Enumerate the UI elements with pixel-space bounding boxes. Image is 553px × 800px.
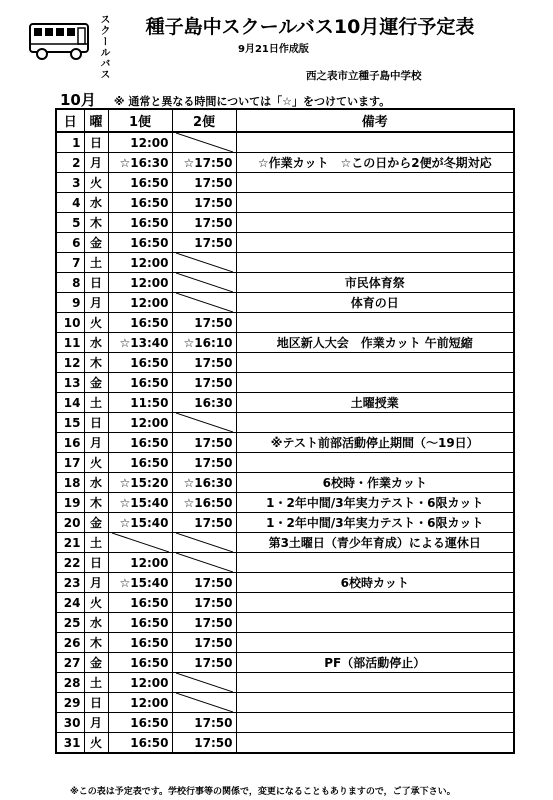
cell-weekday: 木 bbox=[84, 633, 108, 653]
cell-note bbox=[236, 633, 514, 653]
table-row bbox=[56, 353, 514, 373]
cell-day: 2 bbox=[56, 153, 84, 173]
cell-second-bus bbox=[172, 673, 236, 693]
table-row bbox=[56, 553, 514, 573]
table-row bbox=[56, 173, 514, 193]
cell-first-bus: 16:50 bbox=[108, 173, 172, 193]
cell-note: 6校時カット bbox=[236, 573, 514, 593]
cell-first-bus: 12:00 bbox=[108, 253, 172, 273]
cell-first-bus: 16:50 bbox=[108, 313, 172, 333]
cell-weekday: 水 bbox=[84, 193, 108, 213]
cell-first-bus: ☆16:30 bbox=[108, 153, 172, 173]
no-service-slash bbox=[176, 293, 233, 312]
no-service-slash bbox=[176, 533, 233, 552]
cell-note bbox=[236, 233, 514, 253]
table-row bbox=[56, 693, 514, 713]
cell-second-bus: ☆16:50 bbox=[172, 493, 236, 513]
cell-first-bus: 16:50 bbox=[108, 453, 172, 473]
table-row bbox=[56, 433, 514, 453]
cell-weekday: 日 bbox=[84, 693, 108, 713]
cell-weekday: 木 bbox=[84, 353, 108, 373]
cell-second-bus bbox=[172, 533, 236, 553]
cell-second-bus: 17:50 bbox=[172, 233, 236, 253]
school-bus-icon bbox=[28, 18, 92, 62]
cell-weekday: 日 bbox=[84, 553, 108, 573]
cell-weekday: 水 bbox=[84, 473, 108, 493]
cell-weekday: 金 bbox=[84, 373, 108, 393]
cell-first-bus bbox=[108, 533, 172, 553]
cell-note bbox=[236, 713, 514, 733]
cell-day: 22 bbox=[56, 553, 84, 573]
cell-note bbox=[236, 453, 514, 473]
cell-weekday: 月 bbox=[84, 293, 108, 313]
cell-day: 30 bbox=[56, 713, 84, 733]
cell-first-bus: 16:50 bbox=[108, 213, 172, 233]
cell-first-bus: 12:00 bbox=[108, 673, 172, 693]
cell-day: 1 bbox=[56, 132, 84, 153]
cell-weekday: 土 bbox=[84, 393, 108, 413]
cell-weekday: 土 bbox=[84, 673, 108, 693]
cell-note bbox=[236, 373, 514, 393]
table-row bbox=[56, 313, 514, 333]
cell-day: 23 bbox=[56, 573, 84, 593]
cell-first-bus: 12:00 bbox=[108, 553, 172, 573]
table-row bbox=[56, 613, 514, 633]
cell-weekday: 月 bbox=[84, 713, 108, 733]
cell-note bbox=[236, 253, 514, 273]
cell-day: 17 bbox=[56, 453, 84, 473]
cell-weekday: 水 bbox=[84, 613, 108, 633]
cell-first-bus: ☆15:20 bbox=[108, 473, 172, 493]
cell-day: 16 bbox=[56, 433, 84, 453]
cell-second-bus: 17:50 bbox=[172, 373, 236, 393]
cell-note: ☆作業カット ☆この日から2便が冬期対応 bbox=[236, 153, 514, 173]
table-row bbox=[56, 333, 514, 353]
cell-note bbox=[236, 173, 514, 193]
cell-second-bus bbox=[172, 132, 236, 153]
cell-first-bus: 12:00 bbox=[108, 132, 172, 153]
table-header-row bbox=[56, 109, 514, 132]
table-row bbox=[56, 273, 514, 293]
cell-day: 13 bbox=[56, 373, 84, 393]
cell-first-bus: 11:50 bbox=[108, 393, 172, 413]
cell-second-bus: 17:50 bbox=[172, 613, 236, 633]
cell-day: 15 bbox=[56, 413, 84, 433]
cell-second-bus bbox=[172, 413, 236, 433]
cell-day: 25 bbox=[56, 613, 84, 633]
table-row bbox=[56, 593, 514, 613]
no-service-slash bbox=[112, 533, 169, 552]
no-service-slash bbox=[176, 273, 233, 292]
cell-note bbox=[236, 313, 514, 333]
cell-second-bus: 17:50 bbox=[172, 653, 236, 673]
cell-first-bus: 12:00 bbox=[108, 413, 172, 433]
table-row bbox=[56, 233, 514, 253]
cell-second-bus: 17:50 bbox=[172, 633, 236, 653]
cell-day: 14 bbox=[56, 393, 84, 413]
cell-day: 3 bbox=[56, 173, 84, 193]
cell-weekday: 金 bbox=[84, 513, 108, 533]
table-row bbox=[56, 713, 514, 733]
cell-weekday: 火 bbox=[84, 453, 108, 473]
table-row bbox=[56, 253, 514, 273]
cell-second-bus: 17:50 bbox=[172, 193, 236, 213]
cell-weekday: 水 bbox=[84, 333, 108, 353]
cell-second-bus: 17:50 bbox=[172, 433, 236, 453]
cell-note: ※テスト前部活動停止期間（～19日） bbox=[236, 433, 514, 453]
cell-day: 19 bbox=[56, 493, 84, 513]
cell-first-bus: 12:00 bbox=[108, 693, 172, 713]
cell-second-bus: 17:50 bbox=[172, 573, 236, 593]
cell-note bbox=[236, 733, 514, 754]
cell-first-bus: 12:00 bbox=[108, 273, 172, 293]
cell-note: PF（部活動停止） bbox=[236, 653, 514, 673]
cell-note: 1・2年中間/3年実力テスト・6限カット bbox=[236, 513, 514, 533]
month-line bbox=[60, 89, 390, 110]
cell-note bbox=[236, 193, 514, 213]
cell-second-bus: ☆16:30 bbox=[172, 473, 236, 493]
cell-weekday: 日 bbox=[84, 273, 108, 293]
bus-label: スクールバス bbox=[98, 14, 109, 80]
table-row bbox=[56, 193, 514, 213]
header-first: 1便 bbox=[108, 109, 172, 132]
cell-weekday: 月 bbox=[84, 573, 108, 593]
cell-note: 第3土曜日（青少年育成）による運休日 bbox=[236, 533, 514, 553]
cell-first-bus: ☆15:40 bbox=[108, 513, 172, 533]
cell-note bbox=[236, 693, 514, 713]
table-row bbox=[56, 493, 514, 513]
cell-note bbox=[236, 132, 514, 153]
cell-first-bus: ☆15:40 bbox=[108, 573, 172, 593]
cell-day: 11 bbox=[56, 333, 84, 353]
cell-weekday: 土 bbox=[84, 253, 108, 273]
cell-note bbox=[236, 353, 514, 373]
cell-note bbox=[236, 413, 514, 433]
table-row bbox=[56, 573, 514, 593]
table-row bbox=[56, 373, 514, 393]
cell-weekday: 木 bbox=[84, 493, 108, 513]
no-service-slash bbox=[176, 553, 233, 572]
cell-first-bus: 12:00 bbox=[108, 293, 172, 313]
cell-weekday: 火 bbox=[84, 173, 108, 193]
table-row bbox=[56, 393, 514, 413]
cell-day: 7 bbox=[56, 253, 84, 273]
table-row bbox=[56, 653, 514, 673]
cell-first-bus: 16:50 bbox=[108, 613, 172, 633]
cell-note bbox=[236, 593, 514, 613]
cell-day: 31 bbox=[56, 733, 84, 754]
cell-weekday: 金 bbox=[84, 233, 108, 253]
header-second: 2便 bbox=[172, 109, 236, 132]
table-row bbox=[56, 132, 514, 153]
cell-weekday: 日 bbox=[84, 132, 108, 153]
cell-first-bus: 16:50 bbox=[108, 353, 172, 373]
cell-first-bus: ☆13:40 bbox=[108, 333, 172, 353]
cell-day: 26 bbox=[56, 633, 84, 653]
cell-note bbox=[236, 673, 514, 693]
cell-weekday: 日 bbox=[84, 413, 108, 433]
no-service-slash bbox=[176, 693, 233, 712]
cell-second-bus bbox=[172, 693, 236, 713]
cell-day: 18 bbox=[56, 473, 84, 493]
cell-first-bus: 16:50 bbox=[108, 733, 172, 754]
created-date: 9月21日作成版 bbox=[238, 44, 309, 55]
cell-second-bus bbox=[172, 273, 236, 293]
schedule-table bbox=[55, 108, 515, 754]
cell-second-bus: 17:50 bbox=[172, 713, 236, 733]
no-service-slash bbox=[176, 673, 233, 692]
cell-note: 体育の日 bbox=[236, 293, 514, 313]
cell-second-bus bbox=[172, 253, 236, 273]
cell-weekday: 月 bbox=[84, 433, 108, 453]
table-row bbox=[56, 453, 514, 473]
cell-day: 9 bbox=[56, 293, 84, 313]
cell-second-bus: 17:50 bbox=[172, 593, 236, 613]
star-notice: ※ 通常と異なる時間については「☆」をつけています。 bbox=[113, 95, 391, 108]
table-row bbox=[56, 513, 514, 533]
cell-second-bus: ☆16:10 bbox=[172, 333, 236, 353]
cell-day: 27 bbox=[56, 653, 84, 673]
cell-first-bus: 16:50 bbox=[108, 433, 172, 453]
table-row bbox=[56, 673, 514, 693]
cell-note bbox=[236, 213, 514, 233]
cell-second-bus: 17:50 bbox=[172, 353, 236, 373]
cell-note: 地区新人大会 作業カット 午前短縮 bbox=[236, 333, 514, 353]
footnote: ※この表は予定表です。学校行事等の関係で，変更になることもありますので，ご了承下さい。 bbox=[70, 787, 456, 797]
cell-first-bus: 16:50 bbox=[108, 373, 172, 393]
cell-second-bus: ☆17:50 bbox=[172, 153, 236, 173]
cell-weekday: 月 bbox=[84, 153, 108, 173]
school-name: 西之表市立種子島中学校 bbox=[306, 70, 422, 82]
cell-weekday: 金 bbox=[84, 653, 108, 673]
cell-second-bus bbox=[172, 553, 236, 573]
cell-first-bus: 16:50 bbox=[108, 233, 172, 253]
cell-day: 21 bbox=[56, 533, 84, 553]
cell-second-bus bbox=[172, 293, 236, 313]
table-row bbox=[56, 473, 514, 493]
month-label: 10月 bbox=[60, 91, 96, 109]
page-title: 種子島中スクールバス10月運行予定表 bbox=[145, 16, 475, 38]
cell-day: 8 bbox=[56, 273, 84, 293]
cell-day: 28 bbox=[56, 673, 84, 693]
cell-day: 4 bbox=[56, 193, 84, 213]
cell-weekday: 火 bbox=[84, 593, 108, 613]
table-row bbox=[56, 153, 514, 173]
cell-second-bus: 16:30 bbox=[172, 393, 236, 413]
cell-weekday: 火 bbox=[84, 313, 108, 333]
cell-day: 20 bbox=[56, 513, 84, 533]
table-row bbox=[56, 633, 514, 653]
cell-first-bus: 16:50 bbox=[108, 193, 172, 213]
no-service-slash bbox=[176, 253, 233, 272]
cell-note: 1・2年中間/3年実力テスト・6限カット bbox=[236, 493, 514, 513]
table-row bbox=[56, 733, 514, 754]
cell-second-bus: 17:50 bbox=[172, 733, 236, 754]
header-dow: 曜 bbox=[84, 109, 108, 132]
cell-weekday: 火 bbox=[84, 733, 108, 754]
cell-first-bus: 16:50 bbox=[108, 593, 172, 613]
no-service-slash bbox=[176, 133, 233, 152]
cell-first-bus: 16:50 bbox=[108, 713, 172, 733]
cell-first-bus: 16:50 bbox=[108, 633, 172, 653]
cell-second-bus: 17:50 bbox=[172, 173, 236, 193]
cell-first-bus: 16:50 bbox=[108, 653, 172, 673]
table-row bbox=[56, 533, 514, 553]
cell-first-bus: ☆15:40 bbox=[108, 493, 172, 513]
cell-second-bus: 17:50 bbox=[172, 453, 236, 473]
header-note: 備考 bbox=[236, 109, 514, 132]
cell-day: 29 bbox=[56, 693, 84, 713]
cell-note: 土曜授業 bbox=[236, 393, 514, 413]
no-service-slash bbox=[176, 413, 233, 432]
cell-weekday: 土 bbox=[84, 533, 108, 553]
cell-day: 10 bbox=[56, 313, 84, 333]
header-day: 日 bbox=[56, 109, 84, 132]
cell-note bbox=[236, 613, 514, 633]
cell-day: 6 bbox=[56, 233, 84, 253]
cell-note bbox=[236, 553, 514, 573]
table-row bbox=[56, 413, 514, 433]
cell-day: 5 bbox=[56, 213, 84, 233]
table-row bbox=[56, 293, 514, 313]
cell-weekday: 木 bbox=[84, 213, 108, 233]
cell-note: 6校時・作業カット bbox=[236, 473, 514, 493]
table-row bbox=[56, 213, 514, 233]
cell-second-bus: 17:50 bbox=[172, 313, 236, 333]
cell-note: 市民体育祭 bbox=[236, 273, 514, 293]
cell-second-bus: 17:50 bbox=[172, 513, 236, 533]
cell-day: 12 bbox=[56, 353, 84, 373]
cell-second-bus: 17:50 bbox=[172, 213, 236, 233]
cell-day: 24 bbox=[56, 593, 84, 613]
